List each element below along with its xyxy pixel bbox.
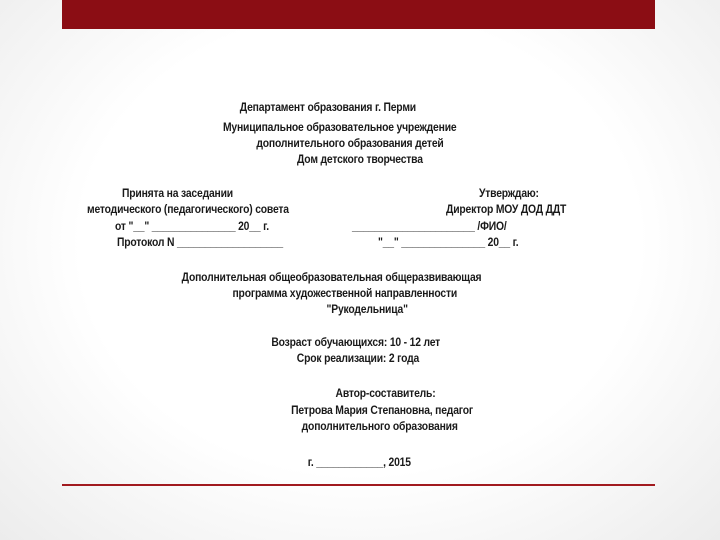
- author-label: Автор-составитель:: [335, 388, 436, 400]
- institution-type-line: дополнительного образования детей: [256, 138, 444, 150]
- department-line: Департамент образования г. Перми: [239, 102, 416, 114]
- council-line: методического (педагогического) совета: [87, 204, 289, 216]
- program-direction-line: программа художественной направленности: [232, 288, 458, 300]
- program-title: "Рукодельница": [326, 304, 408, 316]
- adoption-date-line: от "__" _______________ 20__ г.: [115, 221, 269, 233]
- protocol-number-line: Протокол N ___________________: [117, 237, 283, 249]
- bottom-divider: [62, 484, 655, 486]
- student-age-line: Возраст обучающихся: 10 - 12 лет: [271, 337, 441, 349]
- institution-name-line: Дом детского творчества: [296, 154, 423, 166]
- author-position: дополнительного образования: [301, 421, 458, 433]
- director-title: Директор МОУ ДОД ДДТ: [446, 204, 567, 216]
- program-type-line: Дополнительная общеобразовательная общеразвивающая: [181, 272, 482, 284]
- adopted-at-meeting: Принята на заседании: [122, 188, 233, 200]
- institution-line: Муниципальное образовательное учреждение: [222, 122, 457, 134]
- city-year-line: г. ____________, 2015: [307, 457, 411, 469]
- director-signature-line: ______________________ /ФИО/: [352, 221, 507, 233]
- approval-date-line: "__" _______________ 20__ г.: [378, 237, 519, 249]
- top-decorative-band: [62, 0, 655, 29]
- implementation-term-line: Срок реализации: 2 года: [296, 353, 420, 365]
- author-name: Петрова Мария Степановна, педагог: [291, 405, 474, 417]
- approved-label: Утверждаю:: [479, 188, 539, 200]
